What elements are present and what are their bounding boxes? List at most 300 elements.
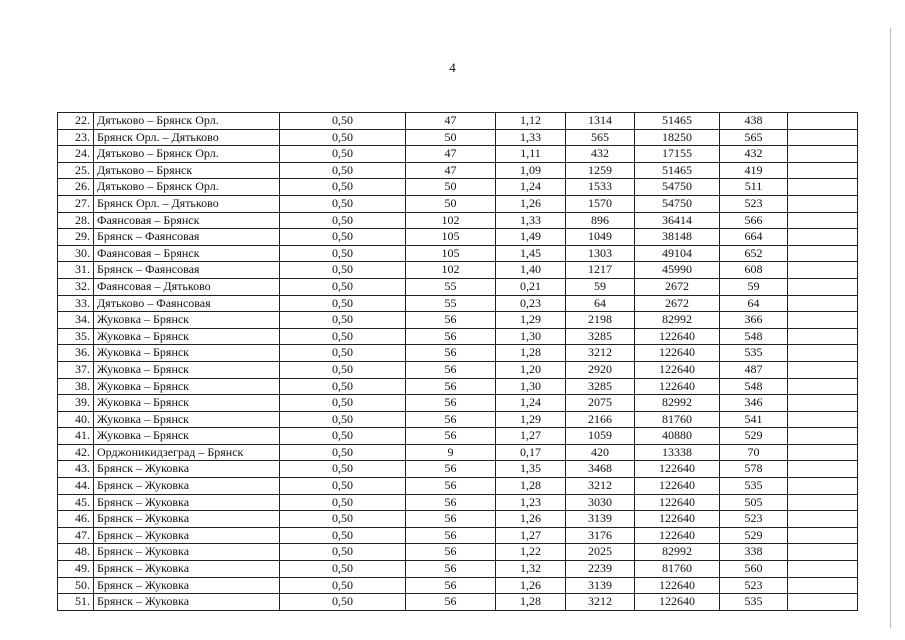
distance-value: 56 [406, 345, 496, 362]
coefficient-value: 1,22 [496, 544, 566, 561]
rate-value: 0,50 [280, 428, 406, 445]
table-row [58, 361, 858, 378]
coefficient-value: 1,28 [496, 345, 566, 362]
total-value: 122640 [635, 577, 720, 594]
route-name: Жуковка – Брянск [94, 378, 280, 395]
count-value: 1314 [566, 113, 635, 130]
total-value: 49104 [635, 245, 720, 262]
route-name: Брянск – Жуковка [94, 544, 280, 561]
coefficient-value: 1,32 [496, 561, 566, 578]
route-name: Жуковка – Брянск [94, 312, 280, 329]
coefficient-value: 1,27 [496, 428, 566, 445]
route-name: Фаянсовая – Брянск [94, 212, 280, 229]
rate-value: 0,50 [280, 195, 406, 212]
rate-value: 0,50 [280, 295, 406, 312]
extra-value [788, 444, 858, 461]
rate-value: 0,50 [280, 527, 406, 544]
rate-value: 0,50 [280, 345, 406, 362]
count-value: 565 [566, 129, 635, 146]
total-value: 122640 [635, 478, 720, 495]
row-number: 23. [58, 129, 94, 146]
rate-value: 0,50 [280, 444, 406, 461]
coefficient-value: 1,24 [496, 179, 566, 196]
total-value: 122640 [635, 527, 720, 544]
total-value: 13338 [635, 444, 720, 461]
row-number: 47. [58, 527, 94, 544]
count-value: 3139 [566, 511, 635, 528]
rate-value: 0,50 [280, 361, 406, 378]
extra-value [788, 561, 858, 578]
total-value: 2672 [635, 295, 720, 312]
extra-value [788, 544, 858, 561]
route-name: Дятьково – Брянск Орл. [94, 146, 280, 163]
distance-value: 56 [406, 461, 496, 478]
rate-value: 0,50 [280, 328, 406, 345]
rate-value: 0,50 [280, 461, 406, 478]
distance-value: 9 [406, 444, 496, 461]
total-value: 38148 [635, 229, 720, 246]
route-name: Дятьково – Брянск Орл. [94, 113, 280, 130]
row-number: 44. [58, 478, 94, 495]
result-value: 432 [720, 146, 788, 163]
distance-value: 102 [406, 262, 496, 279]
distance-value: 47 [406, 113, 496, 130]
extra-value [788, 312, 858, 329]
route-name: Фаянсовая – Брянск [94, 245, 280, 262]
coefficient-value: 0,23 [496, 295, 566, 312]
total-value: 122640 [635, 461, 720, 478]
result-value: 548 [720, 328, 788, 345]
count-value: 1533 [566, 179, 635, 196]
table-row [58, 328, 858, 345]
route-name: Брянск Орл. – Дятьково [94, 129, 280, 146]
route-name: Жуковка – Брянск [94, 428, 280, 445]
row-number: 46. [58, 511, 94, 528]
extra-value [788, 345, 858, 362]
distance-value: 56 [406, 428, 496, 445]
route-name: Жуковка – Брянск [94, 395, 280, 412]
table-row [58, 179, 858, 196]
row-number: 32. [58, 278, 94, 295]
row-number: 38. [58, 378, 94, 395]
distance-value: 56 [406, 478, 496, 495]
route-table [57, 112, 858, 611]
rate-value: 0,50 [280, 577, 406, 594]
coefficient-value: 1,26 [496, 195, 566, 212]
route-name: Брянск Орл. – Дятьково [94, 195, 280, 212]
table-row [58, 262, 858, 279]
total-value: 122640 [635, 594, 720, 611]
extra-value [788, 129, 858, 146]
extra-value [788, 577, 858, 594]
coefficient-value: 1,11 [496, 146, 566, 163]
coefficient-value: 1,49 [496, 229, 566, 246]
distance-value: 56 [406, 511, 496, 528]
coefficient-value: 1,30 [496, 328, 566, 345]
count-value: 3212 [566, 345, 635, 362]
count-value: 2075 [566, 395, 635, 412]
route-name: Брянск – Фаянсовая [94, 229, 280, 246]
count-value: 896 [566, 212, 635, 229]
extra-value [788, 162, 858, 179]
table-row [58, 577, 858, 594]
result-value: 529 [720, 428, 788, 445]
total-value: 36414 [635, 212, 720, 229]
rate-value: 0,50 [280, 129, 406, 146]
rate-value: 0,50 [280, 245, 406, 262]
distance-value: 56 [406, 494, 496, 511]
result-value: 338 [720, 544, 788, 561]
total-value: 17155 [635, 146, 720, 163]
rate-value: 0,50 [280, 162, 406, 179]
total-value: 2672 [635, 278, 720, 295]
result-value: 366 [720, 312, 788, 329]
route-name: Дятьково – Брянск Орл. [94, 179, 280, 196]
rate-value: 0,50 [280, 511, 406, 528]
coefficient-value: 1,40 [496, 262, 566, 279]
count-value: 64 [566, 295, 635, 312]
coefficient-value: 1,09 [496, 162, 566, 179]
rate-value: 0,50 [280, 478, 406, 495]
result-value: 652 [720, 245, 788, 262]
extra-value [788, 478, 858, 495]
total-value: 122640 [635, 378, 720, 395]
table-row [58, 461, 858, 478]
distance-value: 55 [406, 295, 496, 312]
distance-value: 105 [406, 229, 496, 246]
distance-value: 105 [406, 245, 496, 262]
row-number: 22. [58, 113, 94, 130]
count-value: 1570 [566, 195, 635, 212]
rate-value: 0,50 [280, 229, 406, 246]
row-number: 45. [58, 494, 94, 511]
table-row [58, 295, 858, 312]
coefficient-value: 1,26 [496, 577, 566, 594]
row-number: 49. [58, 561, 94, 578]
coefficient-value: 1,29 [496, 411, 566, 428]
rate-value: 0,50 [280, 411, 406, 428]
row-number: 34. [58, 312, 94, 329]
result-value: 535 [720, 345, 788, 362]
table-row [58, 345, 858, 362]
table-row [58, 478, 858, 495]
count-value: 59 [566, 278, 635, 295]
scan-edge-line [890, 28, 891, 628]
distance-value: 56 [406, 527, 496, 544]
rate-value: 0,50 [280, 262, 406, 279]
route-name: Жуковка – Брянск [94, 361, 280, 378]
result-value: 578 [720, 461, 788, 478]
row-number: 42. [58, 444, 94, 461]
count-value: 3212 [566, 478, 635, 495]
distance-value: 47 [406, 162, 496, 179]
count-value: 2239 [566, 561, 635, 578]
extra-value [788, 411, 858, 428]
result-value: 523 [720, 511, 788, 528]
result-value: 535 [720, 478, 788, 495]
count-value: 3176 [566, 527, 635, 544]
extra-value [788, 262, 858, 279]
row-number: 39. [58, 395, 94, 412]
route-name: Брянск – Жуковка [94, 478, 280, 495]
coefficient-value: 1,28 [496, 594, 566, 611]
result-value: 346 [720, 395, 788, 412]
result-value: 560 [720, 561, 788, 578]
coefficient-value: 1,28 [496, 478, 566, 495]
extra-value [788, 511, 858, 528]
total-value: 40880 [635, 428, 720, 445]
distance-value: 56 [406, 361, 496, 378]
table-row [58, 146, 858, 163]
total-value: 122640 [635, 494, 720, 511]
distance-value: 56 [406, 328, 496, 345]
total-value: 122640 [635, 345, 720, 362]
row-number: 41. [58, 428, 94, 445]
total-value: 51465 [635, 162, 720, 179]
route-name: Брянск – Жуковка [94, 594, 280, 611]
table-row [58, 129, 858, 146]
rate-value: 0,50 [280, 278, 406, 295]
row-number: 37. [58, 361, 94, 378]
table-row [58, 511, 858, 528]
count-value: 1217 [566, 262, 635, 279]
table-row [58, 113, 858, 130]
row-number: 29. [58, 229, 94, 246]
row-number: 28. [58, 212, 94, 229]
result-value: 541 [720, 411, 788, 428]
route-name: Орджоникидзеград – Брянск [94, 444, 280, 461]
table-row [58, 494, 858, 511]
count-value: 1049 [566, 229, 635, 246]
row-number: 36. [58, 345, 94, 362]
total-value: 54750 [635, 179, 720, 196]
extra-value [788, 328, 858, 345]
distance-value: 55 [406, 278, 496, 295]
row-number: 43. [58, 461, 94, 478]
extra-value [788, 361, 858, 378]
distance-value: 56 [406, 395, 496, 412]
rate-value: 0,50 [280, 179, 406, 196]
row-number: 27. [58, 195, 94, 212]
total-value: 122640 [635, 328, 720, 345]
coefficient-value: 1,20 [496, 361, 566, 378]
route-name: Брянск – Жуковка [94, 511, 280, 528]
distance-value: 50 [406, 179, 496, 196]
row-number: 25. [58, 162, 94, 179]
row-number: 50. [58, 577, 94, 594]
distance-value: 50 [406, 195, 496, 212]
page-number: 4 [449, 60, 456, 75]
table-row [58, 312, 858, 329]
count-value: 2025 [566, 544, 635, 561]
coefficient-value: 0,21 [496, 278, 566, 295]
rate-value: 0,50 [280, 113, 406, 130]
distance-value: 56 [406, 411, 496, 428]
rate-value: 0,50 [280, 594, 406, 611]
coefficient-value: 1,30 [496, 378, 566, 395]
count-value: 2198 [566, 312, 635, 329]
total-value: 81760 [635, 411, 720, 428]
coefficient-value: 0,17 [496, 444, 566, 461]
row-number: 48. [58, 544, 94, 561]
extra-value [788, 245, 858, 262]
table-row [58, 561, 858, 578]
distance-value: 56 [406, 378, 496, 395]
route-name: Брянск – Жуковка [94, 561, 280, 578]
extra-value [788, 461, 858, 478]
extra-value [788, 146, 858, 163]
route-name: Дятьково – Фаянсовая [94, 295, 280, 312]
count-value: 3212 [566, 594, 635, 611]
coefficient-value: 1,24 [496, 395, 566, 412]
distance-value: 50 [406, 129, 496, 146]
count-value: 1303 [566, 245, 635, 262]
table-row [58, 162, 858, 179]
extra-value [788, 295, 858, 312]
total-value: 81760 [635, 561, 720, 578]
extra-value [788, 229, 858, 246]
rate-value: 0,50 [280, 544, 406, 561]
result-value: 565 [720, 129, 788, 146]
result-value: 70 [720, 444, 788, 461]
total-value: 82992 [635, 544, 720, 561]
result-value: 487 [720, 361, 788, 378]
table-row [58, 428, 858, 445]
total-value: 82992 [635, 312, 720, 329]
table-row [58, 195, 858, 212]
distance-value: 102 [406, 212, 496, 229]
result-value: 664 [720, 229, 788, 246]
total-value: 18250 [635, 129, 720, 146]
distance-value: 56 [406, 577, 496, 594]
count-value: 3468 [566, 461, 635, 478]
extra-value [788, 428, 858, 445]
total-value: 82992 [635, 395, 720, 412]
extra-value [788, 278, 858, 295]
table-row [58, 245, 858, 262]
distance-value: 56 [406, 312, 496, 329]
count-value: 420 [566, 444, 635, 461]
row-number: 40. [58, 411, 94, 428]
rate-value: 0,50 [280, 378, 406, 395]
count-value: 3030 [566, 494, 635, 511]
total-value: 45990 [635, 262, 720, 279]
coefficient-value: 1,27 [496, 527, 566, 544]
route-name: Брянск – Жуковка [94, 494, 280, 511]
extra-value [788, 594, 858, 611]
result-value: 505 [720, 494, 788, 511]
total-value: 122640 [635, 361, 720, 378]
route-name: Дятьково – Брянск [94, 162, 280, 179]
route-name: Жуковка – Брянск [94, 328, 280, 345]
count-value: 3139 [566, 577, 635, 594]
count-value: 3285 [566, 378, 635, 395]
table-row [58, 278, 858, 295]
table-body [58, 113, 858, 611]
extra-value [788, 527, 858, 544]
extra-value [788, 212, 858, 229]
rate-value: 0,50 [280, 146, 406, 163]
row-number: 24. [58, 146, 94, 163]
row-number: 35. [58, 328, 94, 345]
table-row [58, 212, 858, 229]
result-value: 59 [720, 278, 788, 295]
result-value: 511 [720, 179, 788, 196]
total-value: 122640 [635, 511, 720, 528]
count-value: 1059 [566, 428, 635, 445]
table-row [58, 395, 858, 412]
rate-value: 0,50 [280, 212, 406, 229]
rate-value: 0,50 [280, 395, 406, 412]
row-number: 51. [58, 594, 94, 611]
route-name: Жуковка – Брянск [94, 411, 280, 428]
row-number: 26. [58, 179, 94, 196]
result-value: 529 [720, 527, 788, 544]
result-value: 64 [720, 295, 788, 312]
result-value: 535 [720, 594, 788, 611]
coefficient-value: 1,35 [496, 461, 566, 478]
distance-value: 56 [406, 544, 496, 561]
result-value: 438 [720, 113, 788, 130]
extra-value [788, 179, 858, 196]
coefficient-value: 1,12 [496, 113, 566, 130]
coefficient-value: 1,45 [496, 245, 566, 262]
extra-value [788, 195, 858, 212]
result-value: 566 [720, 212, 788, 229]
result-value: 548 [720, 378, 788, 395]
table-row [58, 527, 858, 544]
extra-value [788, 494, 858, 511]
route-name: Брянск – Жуковка [94, 577, 280, 594]
total-value: 54750 [635, 195, 720, 212]
route-name: Жуковка – Брянск [94, 345, 280, 362]
coefficient-value: 1,23 [496, 494, 566, 511]
count-value: 1259 [566, 162, 635, 179]
extra-value [788, 113, 858, 130]
table-row [58, 544, 858, 561]
distance-value: 56 [406, 594, 496, 611]
table-row [58, 594, 858, 611]
distance-value: 47 [406, 146, 496, 163]
extra-value [788, 395, 858, 412]
count-value: 3285 [566, 328, 635, 345]
result-value: 608 [720, 262, 788, 279]
rate-value: 0,50 [280, 561, 406, 578]
table-row [58, 229, 858, 246]
extra-value [788, 378, 858, 395]
coefficient-value: 1,26 [496, 511, 566, 528]
route-name: Фаянсовая – Дятьково [94, 278, 280, 295]
row-number: 30. [58, 245, 94, 262]
route-name: Брянск – Фаянсовая [94, 262, 280, 279]
rate-value: 0,50 [280, 494, 406, 511]
coefficient-value: 1,29 [496, 312, 566, 329]
coefficient-value: 1,33 [496, 129, 566, 146]
count-value: 2920 [566, 361, 635, 378]
result-value: 523 [720, 195, 788, 212]
total-value: 51465 [635, 113, 720, 130]
result-value: 419 [720, 162, 788, 179]
count-value: 2166 [566, 411, 635, 428]
rate-value: 0,50 [280, 312, 406, 329]
table-row [58, 411, 858, 428]
route-name: Брянск – Жуковка [94, 527, 280, 544]
table-row [58, 378, 858, 395]
route-name: Брянск – Жуковка [94, 461, 280, 478]
row-number: 33. [58, 295, 94, 312]
result-value: 523 [720, 577, 788, 594]
coefficient-value: 1,33 [496, 212, 566, 229]
